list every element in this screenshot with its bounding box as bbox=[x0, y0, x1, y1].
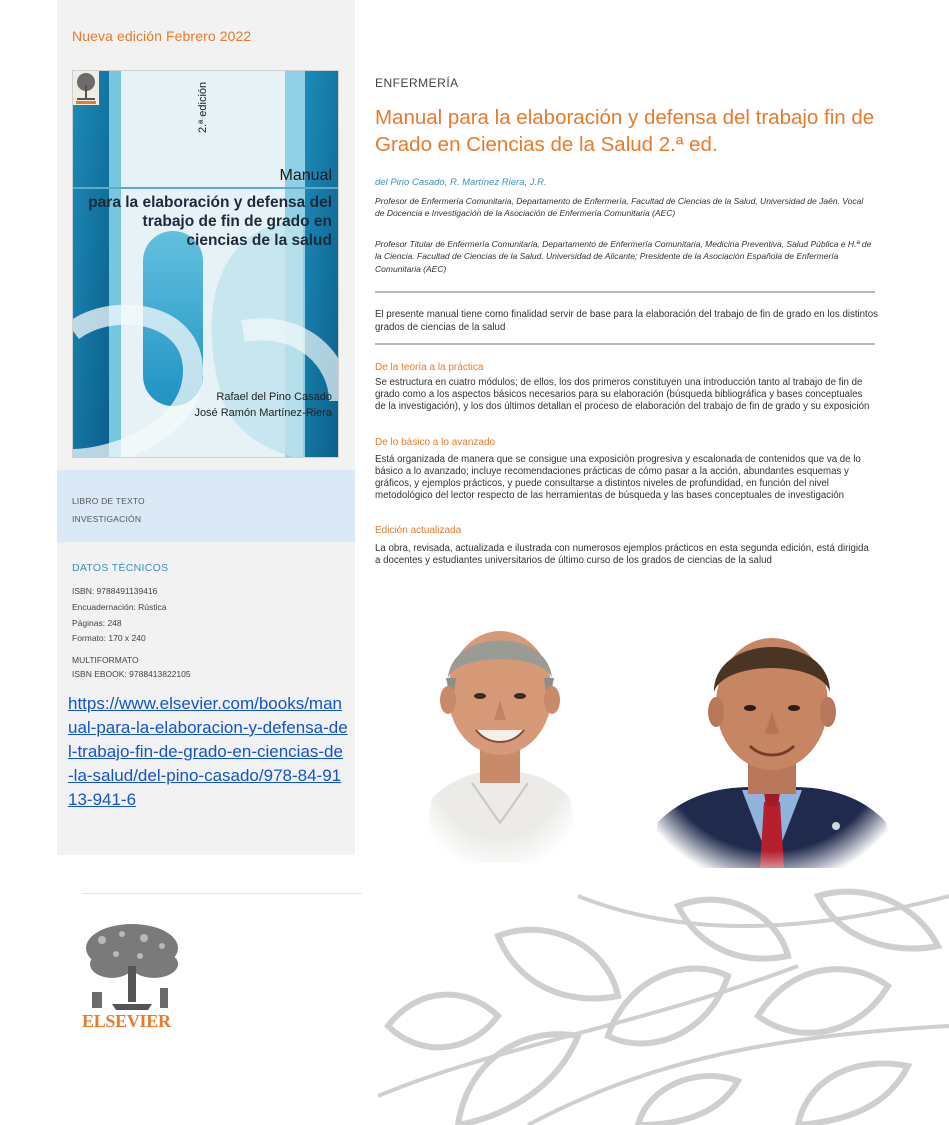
multiformat-block bbox=[72, 654, 191, 681]
cover-manual-word: Manual bbox=[279, 167, 332, 184]
summary-top-rule bbox=[375, 291, 875, 293]
format: Formato: 170 x 240 bbox=[72, 633, 146, 644]
sidebar bbox=[57, 0, 355, 855]
section-body: Se estructura en cuatro módulos; de ellos, los dos primeros constituyen una introducción tanto al trabajo de fin de grado como a los aspectos básicos necesarios para su elaboración (búsqueda bibliográfica y bases conceptuales de la investigación), y los dos últimos detallan el proceso de elaboración del trabajo de fin de grado y su exposición bbox=[375, 377, 870, 413]
book-summary: El presente manual tiene como finalidad servir de base para la elaboración del trabajo de fin de grado en los distintos grados de ciencias de la salud bbox=[375, 309, 878, 333]
pages: Páginas: 248 bbox=[72, 617, 122, 628]
author-affiliation-2: Profesor Titular de Enfermería Comunitaria, Departamento de Enfermería Comunitaria, Medicina Preventiva, Salud Pública e H.ª de la Ciencia. Facultad de Ciencias de la Salud. Universidad de Alicante; Presidente de la Asociación Española de Enfermería Comunitaria (AEC) bbox=[375, 239, 872, 274]
tag-item[interactable]: INVESTIGACIÓN bbox=[72, 514, 142, 524]
book-cover bbox=[72, 70, 339, 458]
author-photo-1 bbox=[412, 608, 587, 863]
section-body: Está organizada de manera que se consigue una exposición progresiva y escalonada de contenidos que va de lo básico a lo avanzado; incluye recomendaciones prácticas de cómo pasar a la acción, abundantes esquemas y gráficos, y ejemplos prácticos, y puede consultarse a distintos niveles de profundidad, en función del nivel metodológico del lector respecto de las herramientas de búsqueda y las bases conceptuales de investigación bbox=[375, 454, 861, 502]
isbn: ISBN: 9788491139416 bbox=[72, 586, 158, 596]
multiformat-label: MULTIFORMATO bbox=[72, 655, 139, 665]
binding: Encuadernación: Rústica bbox=[72, 601, 167, 612]
cover-edition-label: 2.ª edición bbox=[197, 81, 209, 133]
cover-divider bbox=[73, 187, 338, 189]
cover-authors bbox=[194, 389, 332, 421]
book-authors: del Pino Casado, R. Martínez Riera, J.R. bbox=[375, 177, 547, 188]
category-label: ENFERMERÍA bbox=[375, 76, 459, 90]
section-heading: Edición actualizada bbox=[375, 525, 462, 536]
tech-data-title: DATOS TÉCNICOS bbox=[72, 562, 169, 574]
cover-author-1: Rafael del Pino Casado bbox=[216, 391, 332, 403]
ebook-isbn: ISBN EBOOK: 9788413822105 bbox=[72, 668, 191, 679]
book-title: Manual para la elaboración y defensa del trabajo fin de Grado en Ciencias de la Salud 2.ª ed. bbox=[375, 106, 875, 156]
decorative-leaves-graphic bbox=[378, 876, 949, 1125]
book-link[interactable]: https://www.elsevier.com/books/manual-para-la-elaboracion-y-defensa-del-trabajo-fin-de-grado-en-ciencias-de-la-salud/del-pino-casado/978-84-9113-941-6 bbox=[68, 694, 348, 809]
section-body: La obra, revisada, actualizada e ilustrada con numerosos ejemplos prácticos en esta segunda edición, está dirigida a docentes y estudiantes universitarios de último curso de los grados de ciencias de la salud bbox=[375, 543, 869, 567]
tag-item[interactable]: LIBRO DE TEXTO bbox=[72, 496, 145, 506]
subject-tags bbox=[57, 470, 355, 542]
cover-author-2: José Ramón Martínez-Riera bbox=[194, 407, 332, 419]
new-edition-label: Nueva edición Febrero 2022 bbox=[72, 28, 252, 44]
section-heading: De la teoría a la práctica bbox=[375, 362, 484, 373]
tech-data-list bbox=[72, 584, 167, 647]
section-heading: De lo básico a lo avanzado bbox=[375, 437, 496, 448]
elsevier-wordmark: ELSEVIER bbox=[82, 1011, 171, 1031]
author-affiliation-1: Profesor de Enfermería Comunitaria, Departamento de Enfermería, Facultad de Ciencias de la Salud, Universidad de Jaén. Vocal de Docencia e Investigación de la Asociación de Enfermería Comunitaria (AEC) bbox=[375, 196, 864, 219]
sidebar-divider bbox=[82, 893, 362, 894]
cover-elsevier-tree-icon bbox=[73, 71, 99, 105]
summary-bottom-rule bbox=[375, 343, 875, 345]
author-photo-2 bbox=[648, 612, 896, 868]
cover-title: para la elaboración y defensa del trabajo de fin de grado en ciencias de la salud bbox=[88, 194, 332, 249]
